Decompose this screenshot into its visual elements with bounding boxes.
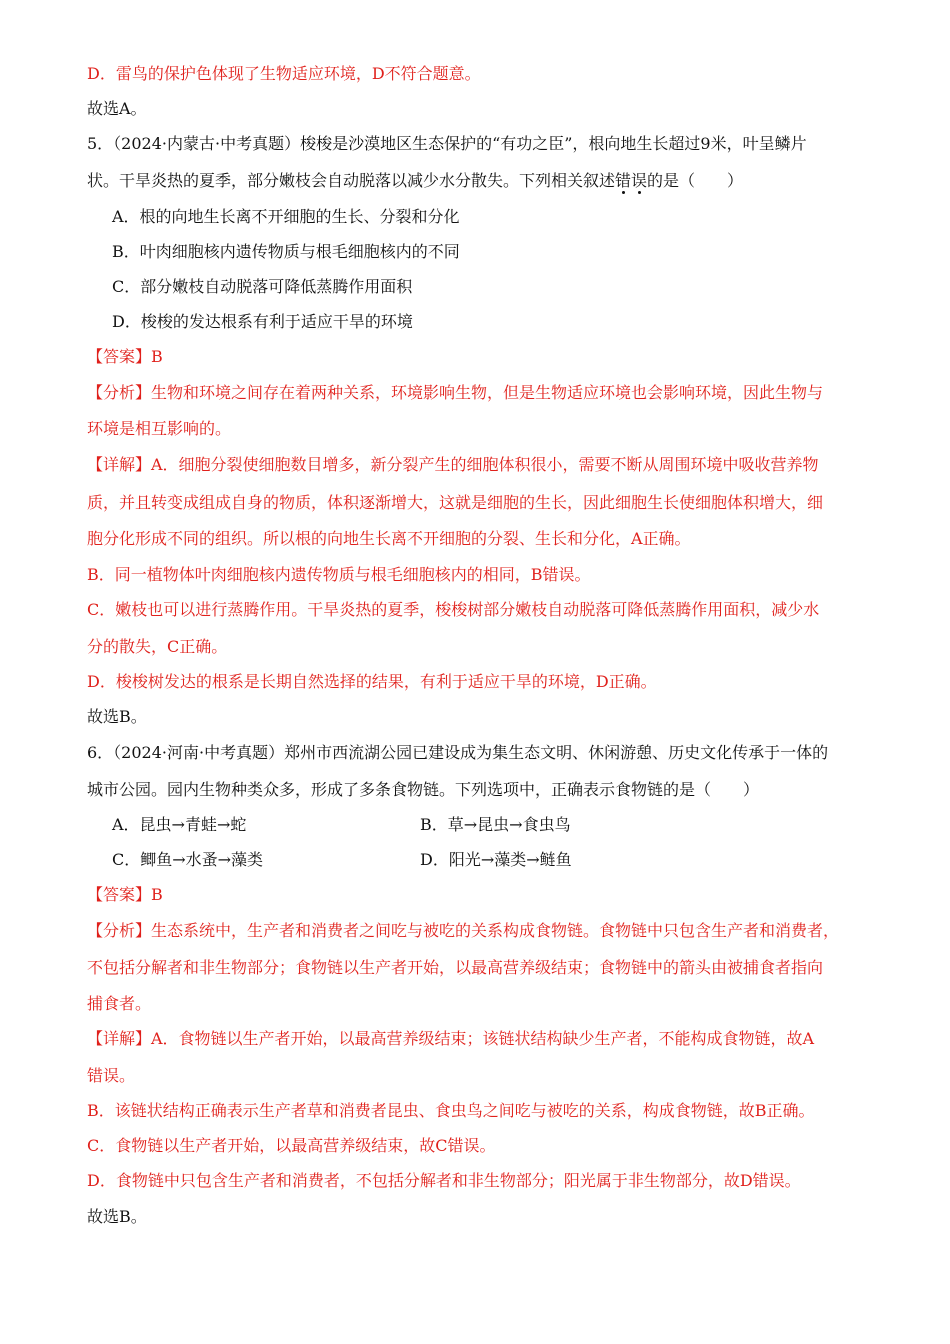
q5-detail-a-line1: 【详解】A．细胞分裂使细胞数目增多，新分裂产生的细胞体积很小，需要不断从周围环境中吸收营养物 [87, 455, 819, 474]
q6-detail-a-line2: 错误。 [87, 1066, 136, 1085]
q5-answer: 【答案】B [87, 347, 163, 366]
q5-detail-c-line1: C．嫩枝也可以进行蒸腾作用。干旱炎热的夏季，梭梭树部分嫩枝自动脱落可降低蒸腾作用面积，减少水 [87, 600, 820, 619]
q4-detail-d: D．雷鸟的保护色体现了生物适应环境，D不符合题意。 [87, 64, 481, 83]
q6-detail-d: D．食物链中只包含生产者和消费者，不包括分解者和非生物部分；阳光属于非生物部分，故D错误。 [87, 1171, 801, 1190]
q5-option-a: A．根的向地生长离不开细胞的生长、分裂和分化 [112, 207, 460, 226]
q6-stem-line2: 城市公园。园内生物种类众多，形成了多条食物链。下列选项中，正确表示食物链的是（ ） [87, 780, 760, 799]
q6-option-d: D．阳光→藻类→鲢鱼 [420, 850, 572, 869]
q6-answer: 【答案】B [87, 885, 163, 904]
q5-stem-line1: 5．（2024·内蒙古·中考真题）梭梭是沙漠地区生态保护的“有功之臣”，根向地生长超过9米，叶呈鳞片 [87, 134, 807, 153]
q5-detail-b: B．同一植物体叶肉细胞核内遗传物质与根毛细胞核内的相同，B错误。 [87, 565, 591, 584]
q5-option-b: B．叶肉细胞核内遗传物质与根毛细胞核内的不同 [112, 242, 460, 261]
q5-stem-line2 [87, 170, 743, 192]
q5-detail-a-line3: 胞分化形成不同的组织。所以根的向地生长离不开细胞的分裂、生长和分化，A正确。 [87, 529, 691, 548]
q5-option-c: C．部分嫩枝自动脱落可降低蒸腾作用面积 [112, 277, 413, 296]
q6-detail-a-line1: 【详解】A．食物链以生产者开始，以最高营养级结束；该链状结构缺少生产者，不能构成食物链，故A [87, 1029, 815, 1048]
q5-choice: 故选B。 [87, 707, 147, 726]
q6-analysis-line2: 不包括分解者和非生物部分；食物链以生产者开始，以最高营养级结束；食物链中的箭头由被捕食者指向 [87, 958, 824, 977]
q6-detail-c: C．食物链以生产者开始，以最高营养级结束，故C错误。 [87, 1136, 496, 1155]
q6-option-a: A．昆虫→青蛙→蛇 [112, 815, 247, 834]
q5-detail-a-line2: 质，并且转变成组成自身的物质，体积逐渐增大，这就是细胞的生长，因此细胞生长使细胞体积增大，细 [87, 493, 824, 512]
q6-analysis-line3: 捕食者。 [87, 994, 152, 1013]
q5-emphasis-char-1: 错 [615, 171, 632, 190]
q6-analysis-line1: 【分析】生态系统中，生产者和消费者之间吃与被吃的关系构成食物链。食物链中只包含生产者和消费者， [87, 921, 840, 940]
q5-emphasis-char-2: 误 [631, 171, 648, 190]
q6-detail-b: B．该链状结构正确表示生产者草和消费者昆虫、食虫鸟之间吃与被吃的关系，构成食物链，故B正确。 [87, 1101, 815, 1120]
q5-detail-c-line2: 分的散失，C正确。 [87, 637, 228, 656]
q5-stem-text-a: 状。干旱炎热的夏季，部分嫩枝会自动脱落以减少水分散失。下列相关叙述 [87, 171, 616, 190]
q4-choice: 故选A。 [87, 99, 147, 118]
q6-option-c: C．鲫鱼→水蚤→藻类 [112, 850, 264, 869]
q6-stem-line1: 6．（2024·河南·中考真题）郑州市西流湖公园已建设成为集生态文明、休闲游憩、历史文化传承于一体的 [87, 743, 829, 762]
q5-stem-text-b: 的是（ ） [647, 171, 744, 190]
q5-analysis-line2: 环境是相互影响的。 [87, 419, 232, 438]
q5-option-d: D．梭梭的发达根系有利于适应干旱的环境 [112, 312, 413, 331]
q6-choice: 故选B。 [87, 1207, 147, 1226]
q5-analysis-line1: 【分析】生物和环境之间存在着两种关系，环境影响生物，但是生物适应环境也会影响环境，因此生物与 [87, 383, 824, 402]
q6-option-b: B．草→昆虫→食虫鸟 [420, 815, 571, 834]
q5-detail-d: D．梭梭树发达的根系是长期自然选择的结果，有利于适应干旱的环境，D正确。 [87, 672, 657, 691]
